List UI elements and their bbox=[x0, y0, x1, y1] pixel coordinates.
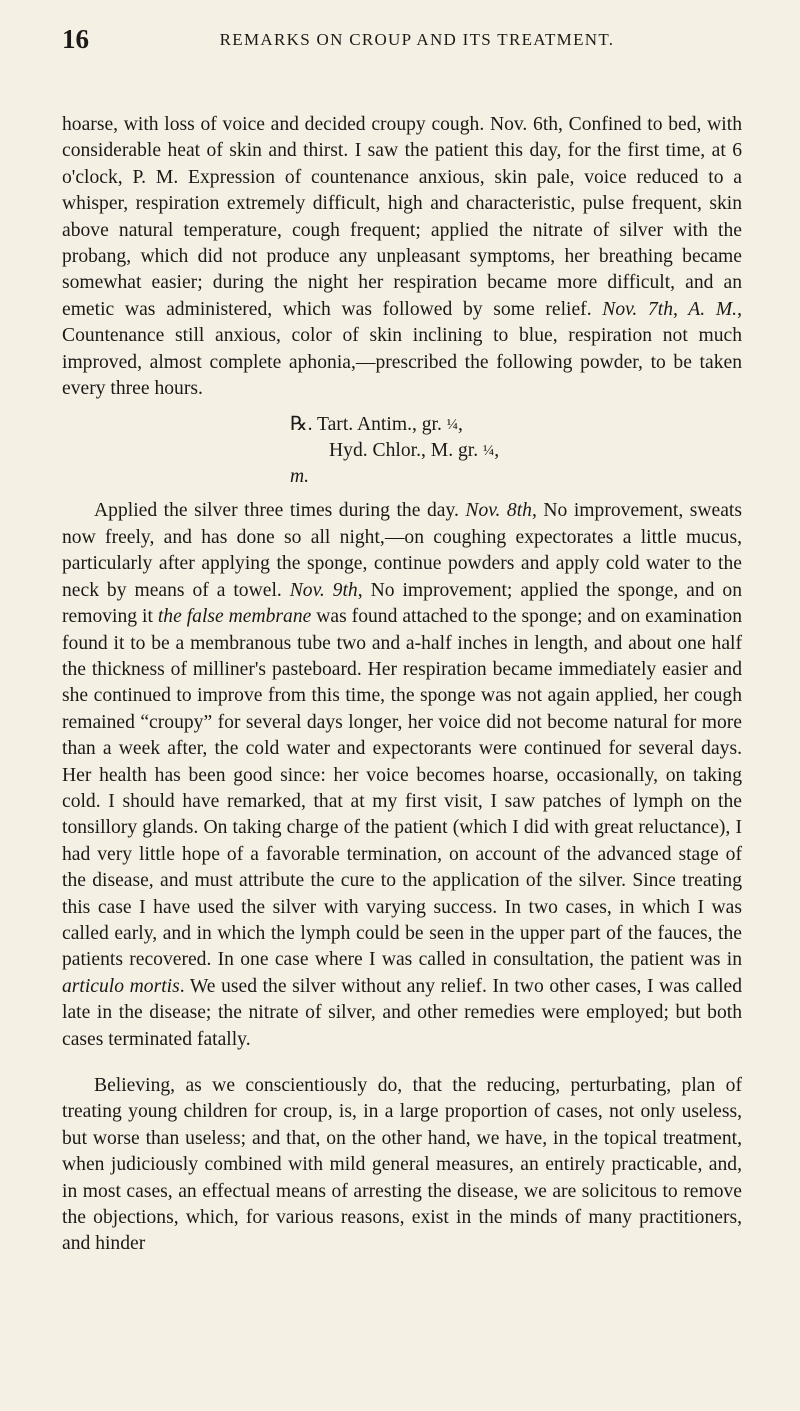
text-run: hoarse, with loss of voice and decided croupy cough. Nov. 6th, Confined to bed, with considerable heat of skin and thirst. I saw the patient this day, for the first time, at 6 o'clock, P. M. Expression of countenance anxious, skin pale, voice reduced to a whisper, respiration extremely difficult, high and characteristic, pulse frequent, skin above natural temperature, cough frequent; applied the nitrate of silver with the probang, which did not produce any unpleasant symptoms, her breathing became somewhat easier; during the night her respiration became more difficult, and an emetic was administered, which was followed by some relief. bbox=[62, 114, 742, 320]
paragraph-conclusion bbox=[62, 1073, 742, 1258]
page-header bbox=[62, 24, 742, 64]
fraction: ¼ bbox=[483, 443, 495, 460]
text-run: . We used the silver without any relief. In two other cases, I was called late in the disease; the nitrate of silver, and other remedies were employed; but both cases terminated fatally. bbox=[62, 975, 743, 1050]
paragraph-treatment-progress bbox=[62, 498, 742, 1053]
prescription-text: ℞. Tart. Antim., gr. bbox=[290, 414, 447, 436]
fraction: ¼ bbox=[446, 417, 459, 434]
page-number: 16 bbox=[62, 24, 89, 54]
text-run: , No improvement; applied the sponge, and on removing it bbox=[62, 579, 742, 628]
text-run: , No improvement, sweats now freely, and has done so all night,—on coughing expectorates a little mucus, particularly after applying the sponge, continue powders and apply cold water to the neck by means of a towel. bbox=[62, 500, 742, 601]
text-run: Believing, as we conscientiously do, that the reducing, perturbating, plan of treating young children for croup, is, in a large proportion of cases, not only useless, but worse than useless; and that, on the other hand, we have, in the topical treatment, when judiciously combined with mild general measures, an entirely practicable, and, in most cases, an effectual means of arresting the disease, we are solicitous to remove the objections, which, for various reasons, exist in the minds of many practitioners, and hinder bbox=[62, 1075, 742, 1255]
latin-term: articulo mortis bbox=[62, 975, 180, 997]
text-run: , Countenance still anxious, color of skin inclining to blue, respiration not much improved, almost complete aphonia,—prescribed the following powder, to be taken every three hours. bbox=[62, 298, 742, 400]
running-head: REMARKS ON CROUP AND ITS TREATMENT. bbox=[219, 30, 615, 49]
emphasis-term: the false membrane bbox=[157, 606, 312, 628]
date-reference: Nov. 8th bbox=[465, 500, 532, 522]
prescription-line-3 bbox=[290, 464, 742, 490]
prescription-line-2 bbox=[290, 438, 742, 464]
body-text bbox=[62, 112, 742, 1258]
prescription-block bbox=[290, 412, 742, 490]
paragraph-case-continued bbox=[62, 112, 742, 402]
text-run: Applied the silver three times during the day. bbox=[94, 500, 466, 522]
prescription-punct: , bbox=[458, 414, 463, 436]
prescription-mix: m. bbox=[290, 466, 310, 488]
prescription-punct: , bbox=[494, 440, 500, 462]
text-run: was found attached to the sponge; and on examination found it to be a membranous tube two and a-half inches in length, and about one half the thickness of milliner's pasteboard. Her respiration became immediately easier and she continued to improve from this time, the sponge was not again applied, her cough remained “croupy” for several days longer, her voice did not become natural for more than a week after, the cold water and expectorants were continued for several days. Her health has been good since: her voice becomes hoarse, occasionally, on taking cold. I should have remarked, that at my first visit, I saw patches of lymph on the tonsillory glands. On taking charge of the patient (which I did with great reluctance), I had very little hope of a favorable termination, on account of the advanced stage of the disease, and must attribute the cure to the application of the silver. Since treating this case I have used the silver with varying success. In two cases, in which I was called early, and in which the lymph could be seen in the upper part of the fauces, the patients recovered. In one case where I was called in consultation, the patient was in bbox=[62, 606, 743, 971]
date-reference: Nov. 7th, A. M. bbox=[602, 298, 738, 320]
prescription-line-1 bbox=[290, 412, 742, 438]
date-reference: Nov. 9th bbox=[289, 579, 358, 601]
prescription-text: Hyd. Chlor., M. gr. bbox=[329, 440, 484, 462]
